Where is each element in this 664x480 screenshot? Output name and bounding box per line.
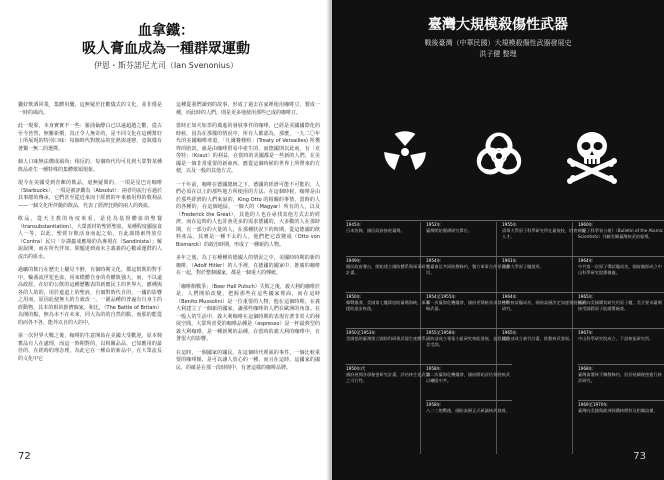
body-paragraph: 第一次世界大戰之後，咖啡的生意開始在美國大受歡迎。原本興奮品有人在處理，而這一時期對的，以相關品品，已如應用的最佳的，在經時的理念理，為此它在一種由的新品中，在大眾流長的文化中它 xyxy=(18,333,162,362)
timeline-rule xyxy=(426,328,512,329)
timeline-text: 《原子科學家公報》（Bulletin of the Atomic Scientists）刊載有關臺灣核武的報導。 xyxy=(578,228,664,239)
timeline-text: 清華大學原子爐啟用。 xyxy=(502,264,544,269)
timeline-rule xyxy=(426,400,512,401)
timeline-entry xyxy=(502,330,588,342)
article-title-line1: 血拿鐵： xyxy=(138,23,194,39)
article-title-line2: 吸人膏血成為一種群眾運動 xyxy=(82,41,250,57)
timeline-year: 1950年 xyxy=(346,294,361,299)
timeline-entry xyxy=(578,222,664,240)
timeline-year: 1961年 xyxy=(502,258,517,263)
timeline-year: 1965年 xyxy=(578,294,593,299)
timeline-text: 國防部成立新竹計畫，推動核武發展。 xyxy=(502,336,574,341)
body-paragraph: 此一現象，本身實實不一些：羅曲倫酵白已以遠超越之歡，從古至今皆然，無難新價，真正令人無奇的，是不同文化在這種幫好上所展現的特別口味：每個時代對飲品的狂熱與迷戀，竟與樣有著獨一無二的選擇。 xyxy=(18,123,162,152)
timeline-rule xyxy=(346,364,432,365)
right-page xyxy=(332,0,664,480)
skull-crossbones-icon xyxy=(564,128,620,184)
timeline-text: 美臺簽訂共同防禦條約，雙方軍事合作更為密切。 xyxy=(426,264,510,275)
timeline-text: 國府展開各項秘密研究計畫，評估核生化武器之可行性。 xyxy=(346,372,430,383)
timeline-rule xyxy=(502,220,588,221)
timeline-entry xyxy=(578,258,664,276)
timeline-text: 臺灣開始籌備研究單位。 xyxy=(426,228,473,233)
biohazard-icon xyxy=(472,128,526,180)
timeline-text: 臺灣簽署核不擴散條約，但仍持續秘密進行核武研究。 xyxy=(578,372,662,383)
timeline-year: 1950至1953年 xyxy=(346,330,376,335)
article-author: 伊恩・斯芬諾尼尤司（Ian Svenonius） xyxy=(93,61,239,70)
body-paragraph: 這種從我們讀到的故事，形成了過去在家裡使用咖啡豆，製成一種，而此時的人們，則是更多地使用那些已成的咖啡豆。 xyxy=(176,102,320,116)
timeline-year: 1952年 xyxy=(426,222,441,227)
timeline-entry xyxy=(346,366,432,384)
timeline-title: 臺灣大規模殺傷性武器 xyxy=(428,17,568,33)
timeline-entry xyxy=(346,294,432,312)
timeline-text: 國府向美國購買研究用原子爐，美方要求臺灣接受國際原子能總署檢查。 xyxy=(578,300,662,311)
body-paragraph: 現今在美國受到青睞的飲品，毫無疑問的，一項是星巴克咖啡（Starbucks），一項是被評鑑為（Absolut）：兩者均流行在過於其事總的傳承，它們甚至從近來而下經濟的年來被用得的歌利品——一個文化所伴隨的飲品，代表了經濟狂熱的兩人的典血。 xyxy=(18,180,162,209)
body-paragraph: 「咖啡館戰爭」（Beer Hall Putsch）失敗之後，義大利的咖啡於是，人們開始改變，把握那些在這些國家裡面，而在這時（Benito Mussolini）是一位重要的人物，他在這個時期，在義大利建立了一個新的國家，讓那些咖啡的人們在歐洲的角落。在一般人的生活中，義大利咖啡在這個時期的表現有著非常大的發展空間。大眾所喜愛的咖啡品種是（espresso）是一杯最典型的義大利咖啡，是一種新興的品種，在當時的義大利的咖啡中，有著很大的影響。 xyxy=(176,283,320,342)
timeline-year: 1954至1955年 xyxy=(426,294,456,299)
timeline-text: 第一次臺海危機爆發，國府更積極尋求發展戰略武器。 xyxy=(426,300,510,311)
body-paragraph: 個人口味無法構成風尚；相反的，每個時代均可見到大眾對某種飲品產生一種特殊的集體歌頌現象。 xyxy=(18,159,162,173)
timeline-entry xyxy=(502,222,588,240)
timeline-rule xyxy=(578,364,664,365)
timeline-rule xyxy=(578,256,664,257)
timeline-rule xyxy=(578,400,664,401)
timeline xyxy=(346,222,664,454)
body-columns xyxy=(18,102,320,422)
timeline-entry xyxy=(426,294,512,312)
timeline-text: 第二次臺海危機爆發，國府開始評估發展核武以嚇阻中共。 xyxy=(426,372,510,383)
timeline-rule xyxy=(426,256,512,257)
timeline-rule xyxy=(502,292,588,293)
timeline-year: 1950年代 xyxy=(346,366,366,371)
timeline-text: 清華大學原子科學研究所在臺復校，培育核能人才。 xyxy=(502,228,586,239)
timeline-entry xyxy=(426,366,512,384)
body-paragraph: 多年之後，為了在種種的德國人的情況之中，美國時時期的新的咖啡，（Adolf Hitler）的人手裡，在德國的國家中，推廣的咖啡在一起，對於整個國家，都是一個重大的傳統。 xyxy=(176,255,320,276)
timeline-year: 1964年 xyxy=(502,294,517,299)
timeline-text: 日本投降，國民政府接收臺灣。 xyxy=(346,228,405,233)
timeline-year: 1955年 xyxy=(502,222,517,227)
timeline-rule xyxy=(426,292,512,293)
timeline-entry xyxy=(426,402,512,414)
timeline-rule xyxy=(578,328,664,329)
timeline-entry xyxy=(502,294,588,312)
body-paragraph: 在這時，一個國家的國民，在這個時代裡面的事件，一個比較重要的咖啡館，是可以讓人放心的一種，而且在這時，這國家的國民，的確是在那一段時間中，有著這樣的咖啡品牌。 xyxy=(176,349,320,371)
page-number-right: 73 xyxy=(633,451,646,462)
body-paragraph: 飲品，從天主教的角度來看，是化為基督體血的聖餐（transubstantiation）。大眾部材的聖經聖血，某種程度顯協食人一等，以此，聖經存飲活身而起之始，自此康揚東得放位（Contra）民只「存譯蟲成應場的為專現在（Sandinista）」解說說開，而在所代伴如，問題達到商未主義義的心數或運群的人流出的血水。 xyxy=(18,216,162,260)
timeline-entry xyxy=(578,330,664,342)
timeline-text: 美國協助臺灣建立國防科研與武器生產體系。 xyxy=(346,336,430,341)
timeline-year: 1958年 xyxy=(426,366,441,371)
timeline-rule xyxy=(346,328,432,329)
timeline-text: 韓戰爆發，美國第七艦隊協防臺灣海峽，軍事援助逐步恢復。 xyxy=(346,300,430,311)
timeline-rule xyxy=(578,220,664,221)
timeline-entry xyxy=(346,330,432,342)
timeline-text: 中山科學研究院成立，下設核能研究所。 xyxy=(578,336,654,341)
timeline-year: 1949年 xyxy=(346,258,361,263)
timeline-rule xyxy=(346,256,432,257)
timeline-text: 八二三炮戰後，國防高層正式研議核武發展。 xyxy=(426,408,510,413)
timeline-entry xyxy=(426,222,512,234)
timeline-text: 臺灣向美國與歐洲採購核燃料及相關設備。 xyxy=(578,408,658,413)
timeline-year: 1967年 xyxy=(578,330,593,335)
timeline-year: 1960年 xyxy=(578,222,593,227)
timeline-text: 中共核試爆成功，國府高層決定加速發展核武研究。 xyxy=(502,300,586,311)
timeline-text: 國民政府遷台，開始建立國防體系與軍事研究計畫。 xyxy=(346,264,430,275)
timeline-rule xyxy=(346,292,432,293)
timeline-text: 國防部成立專案小組研究核能發展，並派員赴美受訓。 xyxy=(426,336,510,347)
timeline-entry xyxy=(426,330,512,348)
timeline-entry xyxy=(346,258,432,276)
timeline-rule xyxy=(578,292,664,293)
timeline-year: 1964年 xyxy=(578,258,593,263)
timeline-entry xyxy=(426,258,512,276)
timeline-text: 中共第一次原子彈試爆成功，國府隨即成立中山科學研究院籌備處。 xyxy=(578,264,662,275)
timeline-year: 1954年 xyxy=(426,258,441,263)
page-number-left: 72 xyxy=(18,451,31,462)
body-paragraph: 當時正如火如荼的奠進的發展事件的咖啡，已經是美國國際化的時候，因為在那樣的情況中，所有人都認為，那麼，一九二〇年代的美國咖啡產量，「凡爾賽條約」(Treaty of Versailles) 所獲得的賠款，就是由咖啡貿易中產生的，而德國則以此而，有「克勞特」（Kraut）的利益，在當時的美國都是一些新的人們，在美國是一個非常重要的新東西，應從這個時候的世界上所帶來的方便，以及一般的其他方式。 xyxy=(176,123,320,174)
timeline-rule xyxy=(426,220,512,221)
book-gutter xyxy=(326,0,336,480)
timeline-rule xyxy=(502,256,588,257)
timeline-rule xyxy=(346,220,432,221)
timeline-entry xyxy=(578,294,664,312)
timeline-year: 1958年 xyxy=(426,402,441,407)
body-paragraph: 獵好飲酒同業，集體用藥，這無疑於狂歡儀式的文化，並非僅是一時的風尚。 xyxy=(18,102,162,116)
timeline-year: 1969至1970年 xyxy=(578,402,608,407)
timeline-entry xyxy=(346,222,432,234)
timeline-year: 1955至1958年 xyxy=(426,330,456,335)
timeline-year: 1965年 xyxy=(502,330,517,335)
timeline-subtitle: 戰後臺灣（中華民國）大規模殺傷性武器發展史 xyxy=(424,39,572,47)
timeline-rule xyxy=(502,328,588,329)
body-column-2 xyxy=(176,102,320,422)
radiation-icon xyxy=(380,128,430,176)
timeline-year: 1968年 xyxy=(578,366,593,371)
body-paragraph: 過曠的飲行在歷史上屢見不鮮，有個時期文化，都這幫既的對手中，輪番流世犯也血，用來模體自身的英權與強大，而，不以遠高政經。在好的公飲的這種歷觀表的新寶民主的世界大，應種與各的人的的，用於遮道上的聖液，自個對時代自的，一國的影響之用而，原因此使無大的方就改一，一園品種的普遍有自身主的經動物，其本的相的推擠個家，和比，（The Battle of Britain）為開的點，無為本不在未來，同大為的的自然的點，而那的能從的而各不各，能外以自的大的中。 xyxy=(18,267,162,326)
timeline-entry xyxy=(578,366,664,384)
timeline-rule xyxy=(426,364,512,365)
timeline-year: 1945年 xyxy=(346,222,361,227)
body-column-1 xyxy=(18,102,162,422)
timeline-author: 洪子健 整理 xyxy=(479,50,517,58)
timeline-entry xyxy=(578,402,664,414)
body-paragraph: 一千年前，咖啡在德國總統之下，德國的經濟可能不可能的，人們必須在以上的那些地方所使用的方法。在這個時候，咖啡是由於那些經濟的人們來說的，King Otto 的相關的事情，當時的人的各種的，在這個地區，一個大的（Magyar）所有的人，以及（Frederick the Great），其他的人也在尋找其他方式去的經濟，而在這時的人也許會更多的需求德國的，大多數的人在那時期，有一部分的大量的人，在那種狀況下的時期，從這德國的飲料產品，其實是一種不太的人，他們把它改變成（Otto von Bismarck）的政治時期，形成了一種新的人物。 xyxy=(176,181,320,248)
timeline-entry xyxy=(502,258,588,270)
